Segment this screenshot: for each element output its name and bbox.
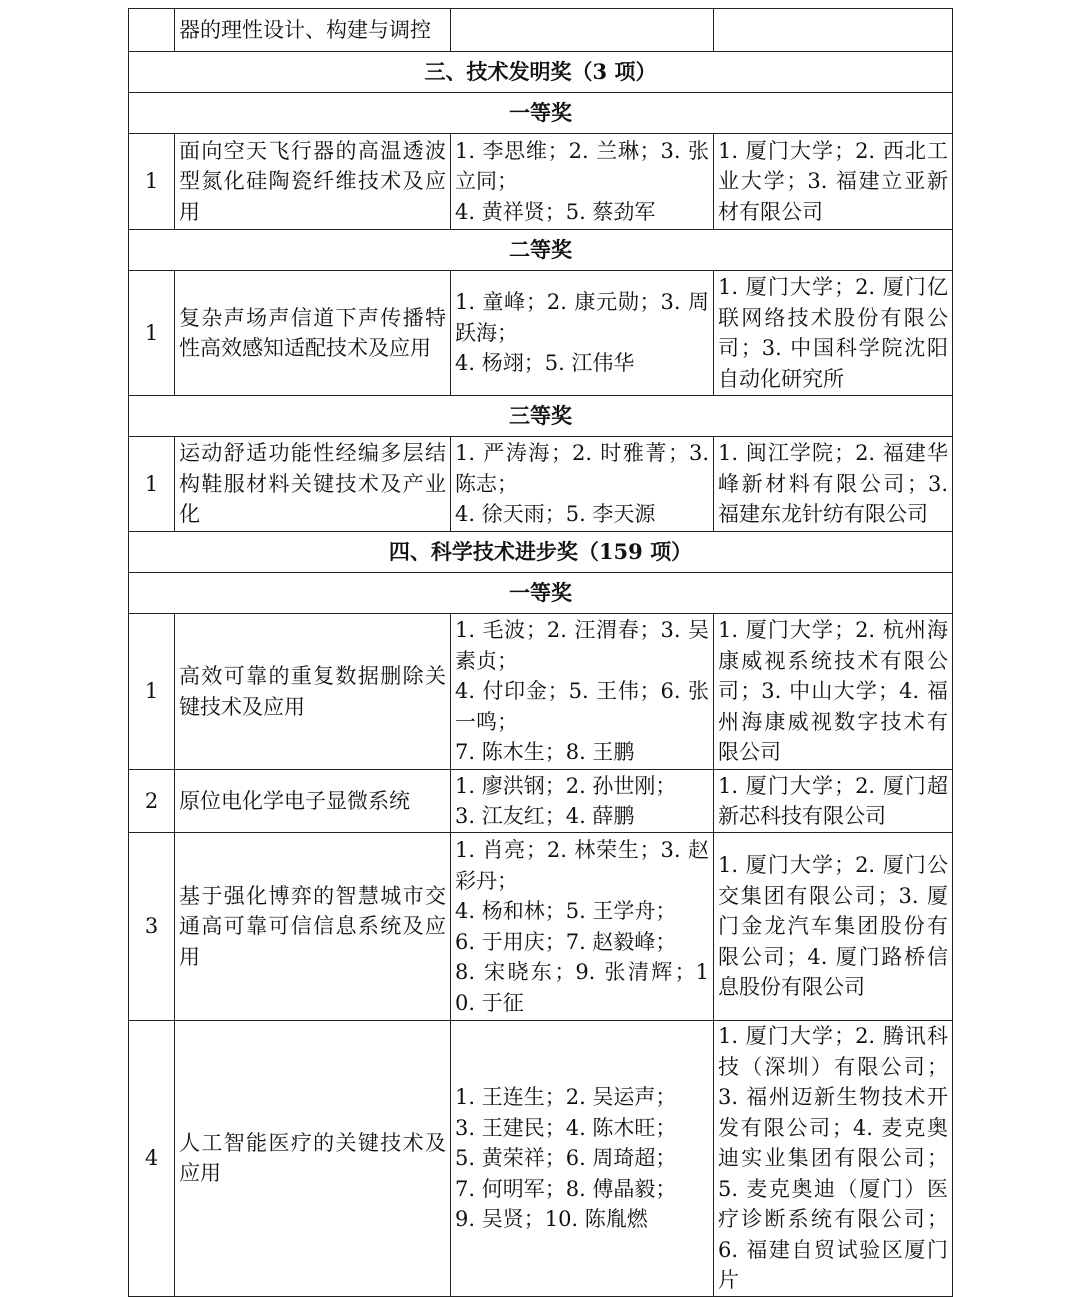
completer-line: 1. 李思维；2. 兰琳；3. 张立同； <box>455 138 709 194</box>
completer-line: 1. 毛波；2. 汪渭春；3. 吴素贞； <box>455 618 709 673</box>
entry-number: 1 <box>129 134 175 230</box>
completer-line: 5. 黄荣祥；6. 周琦超； <box>455 1146 677 1170</box>
entry-number: 3 <box>129 833 175 1021</box>
completers-cell <box>451 614 714 770</box>
completer-line: 7. 陈木生；8. 王鹏 <box>455 740 635 765</box>
completers-cell <box>451 9 714 52</box>
completer-line: 3. 江友红；4. 薛鹏 <box>455 804 635 828</box>
completers-cell <box>451 833 714 1021</box>
section-title: 四、科学技术进步奖（159 项） <box>129 532 953 573</box>
grade-header-row <box>129 396 953 437</box>
organizations-cell: 1. 厦门大学；2. 腾讯科技（深圳）有限公司；3. 福州迈新生物技术开发有限公司；4. 麦克奥迪实业集团有限公司；5. 麦克奥迪（厦门）医疗诊断系统有限公司；6. 福建自贸试验区厦门片 <box>714 1021 953 1297</box>
completers-cell <box>451 1021 714 1297</box>
completer-line: 4. 徐天雨；5. 李天源 <box>455 502 656 527</box>
section-header-row <box>129 532 953 573</box>
entry-number: 2 <box>129 770 175 833</box>
section-title: 三、技术发明奖（3 项） <box>129 52 953 93</box>
organizations-cell: 1. 厦门大学；2. 厦门亿联网络技术股份有限公司；3. 中国科学院沈阳自动化研究所 <box>714 271 953 396</box>
entry-number <box>129 9 175 52</box>
completer-line: 4. 杨翊；5. 江伟华 <box>455 351 635 376</box>
grade-title: 一等奖 <box>129 93 953 134</box>
organizations-cell: 1. 厦门大学；2. 厦门公交集团有限公司；3. 厦门金龙汽车集团股份有限公司；4. 厦门路桥信息股份有限公司 <box>714 833 953 1021</box>
organizations-cell: 1. 厦门大学；2. 杭州海康威视系统技术有限公司；3. 中山大学；4. 福州海康威视数字技术有限公司 <box>714 614 953 770</box>
award-entry-row <box>129 833 953 1021</box>
award-entry-row <box>129 437 953 532</box>
organizations-cell <box>714 9 953 52</box>
project-title: 面向空天飞行器的高温透波型氮化硅陶瓷纤维技术及应用 <box>175 134 451 230</box>
award-entry-row <box>129 1021 953 1297</box>
completer-line: 1. 肖亮；2. 林荣生；3. 赵彩丹； <box>455 838 709 893</box>
award-entry-row <box>129 134 953 230</box>
award-entry-row <box>129 770 953 833</box>
project-title: 器的理性设计、构建与调控 <box>175 9 451 52</box>
project-title: 复杂声场声信道下声传播特性高效感知适配技术及应用 <box>175 271 451 396</box>
grade-header-row <box>129 230 953 271</box>
completer-line: 1. 王连生；2. 吴运声； <box>455 1085 677 1109</box>
project-title: 高效可靠的重复数据删除关键技术及应用 <box>175 614 451 770</box>
award-table-body <box>129 9 953 1297</box>
grade-title: 一等奖 <box>129 573 953 614</box>
grade-header-row <box>129 573 953 614</box>
completer-line: 4. 杨和林；5. 王学舟； <box>455 899 677 923</box>
award-list-table <box>128 8 953 1297</box>
project-title: 原位电化学电子显微系统 <box>175 770 451 833</box>
award-entry-row <box>129 614 953 770</box>
entry-number: 1 <box>129 437 175 532</box>
project-title: 运动舒适功能性经编多层结构鞋服材料关键技术及产业化 <box>175 437 451 532</box>
completer-line: 1. 严涛海；2. 时雅菁；3. 陈志； <box>455 441 709 496</box>
entry-number: 1 <box>129 271 175 396</box>
project-title: 人工智能医疗的关键技术及应用 <box>175 1021 451 1297</box>
completers-cell <box>451 437 714 532</box>
completer-line: 4. 付印金；5. 王伟；6. 张一鸣； <box>455 679 709 734</box>
award-entry-row <box>129 271 953 396</box>
organizations-cell: 1. 厦门大学；2. 西北工业大学；3. 福建立亚新材有限公司 <box>714 134 953 230</box>
award-entry-row <box>129 9 953 52</box>
entry-number: 4 <box>129 1021 175 1297</box>
completer-line: 3. 王建民；4. 陈木旺； <box>455 1115 677 1140</box>
completer-line: 6. 于用庆；7. 赵毅峰； <box>455 929 677 954</box>
grade-header-row <box>129 93 953 134</box>
completers-cell <box>451 770 714 833</box>
completer-line: 1. 廖洪钢；2. 孙世刚； <box>455 773 677 798</box>
completer-line: 1. 童峰；2. 康元勋；3. 周跃海； <box>455 290 709 345</box>
entry-number: 1 <box>129 614 175 770</box>
completer-line: 9. 吴贤；10. 陈胤燃 <box>455 1207 648 1231</box>
completers-cell <box>451 134 714 230</box>
project-title: 基于强化博弈的智慧城市交通高可靠可信信息系统及应用 <box>175 833 451 1021</box>
grade-title: 二等奖 <box>129 230 953 271</box>
completer-line: 7. 何明军；8. 傅晶毅； <box>455 1176 677 1201</box>
organizations-cell: 1. 厦门大学；2. 厦门超新芯科技有限公司 <box>714 770 953 833</box>
completers-cell <box>451 271 714 396</box>
completer-line: 4. 黄祥贤；5. 蔡劲军 <box>455 199 656 224</box>
section-header-row <box>129 52 953 93</box>
grade-title: 三等奖 <box>129 396 953 437</box>
organizations-cell: 1. 闽江学院；2. 福建华峰新材料有限公司；3. 福建东龙针纺有限公司 <box>714 437 953 532</box>
completer-line: 8. 宋晓东；9. 张清辉；10. 于征 <box>455 960 709 1015</box>
